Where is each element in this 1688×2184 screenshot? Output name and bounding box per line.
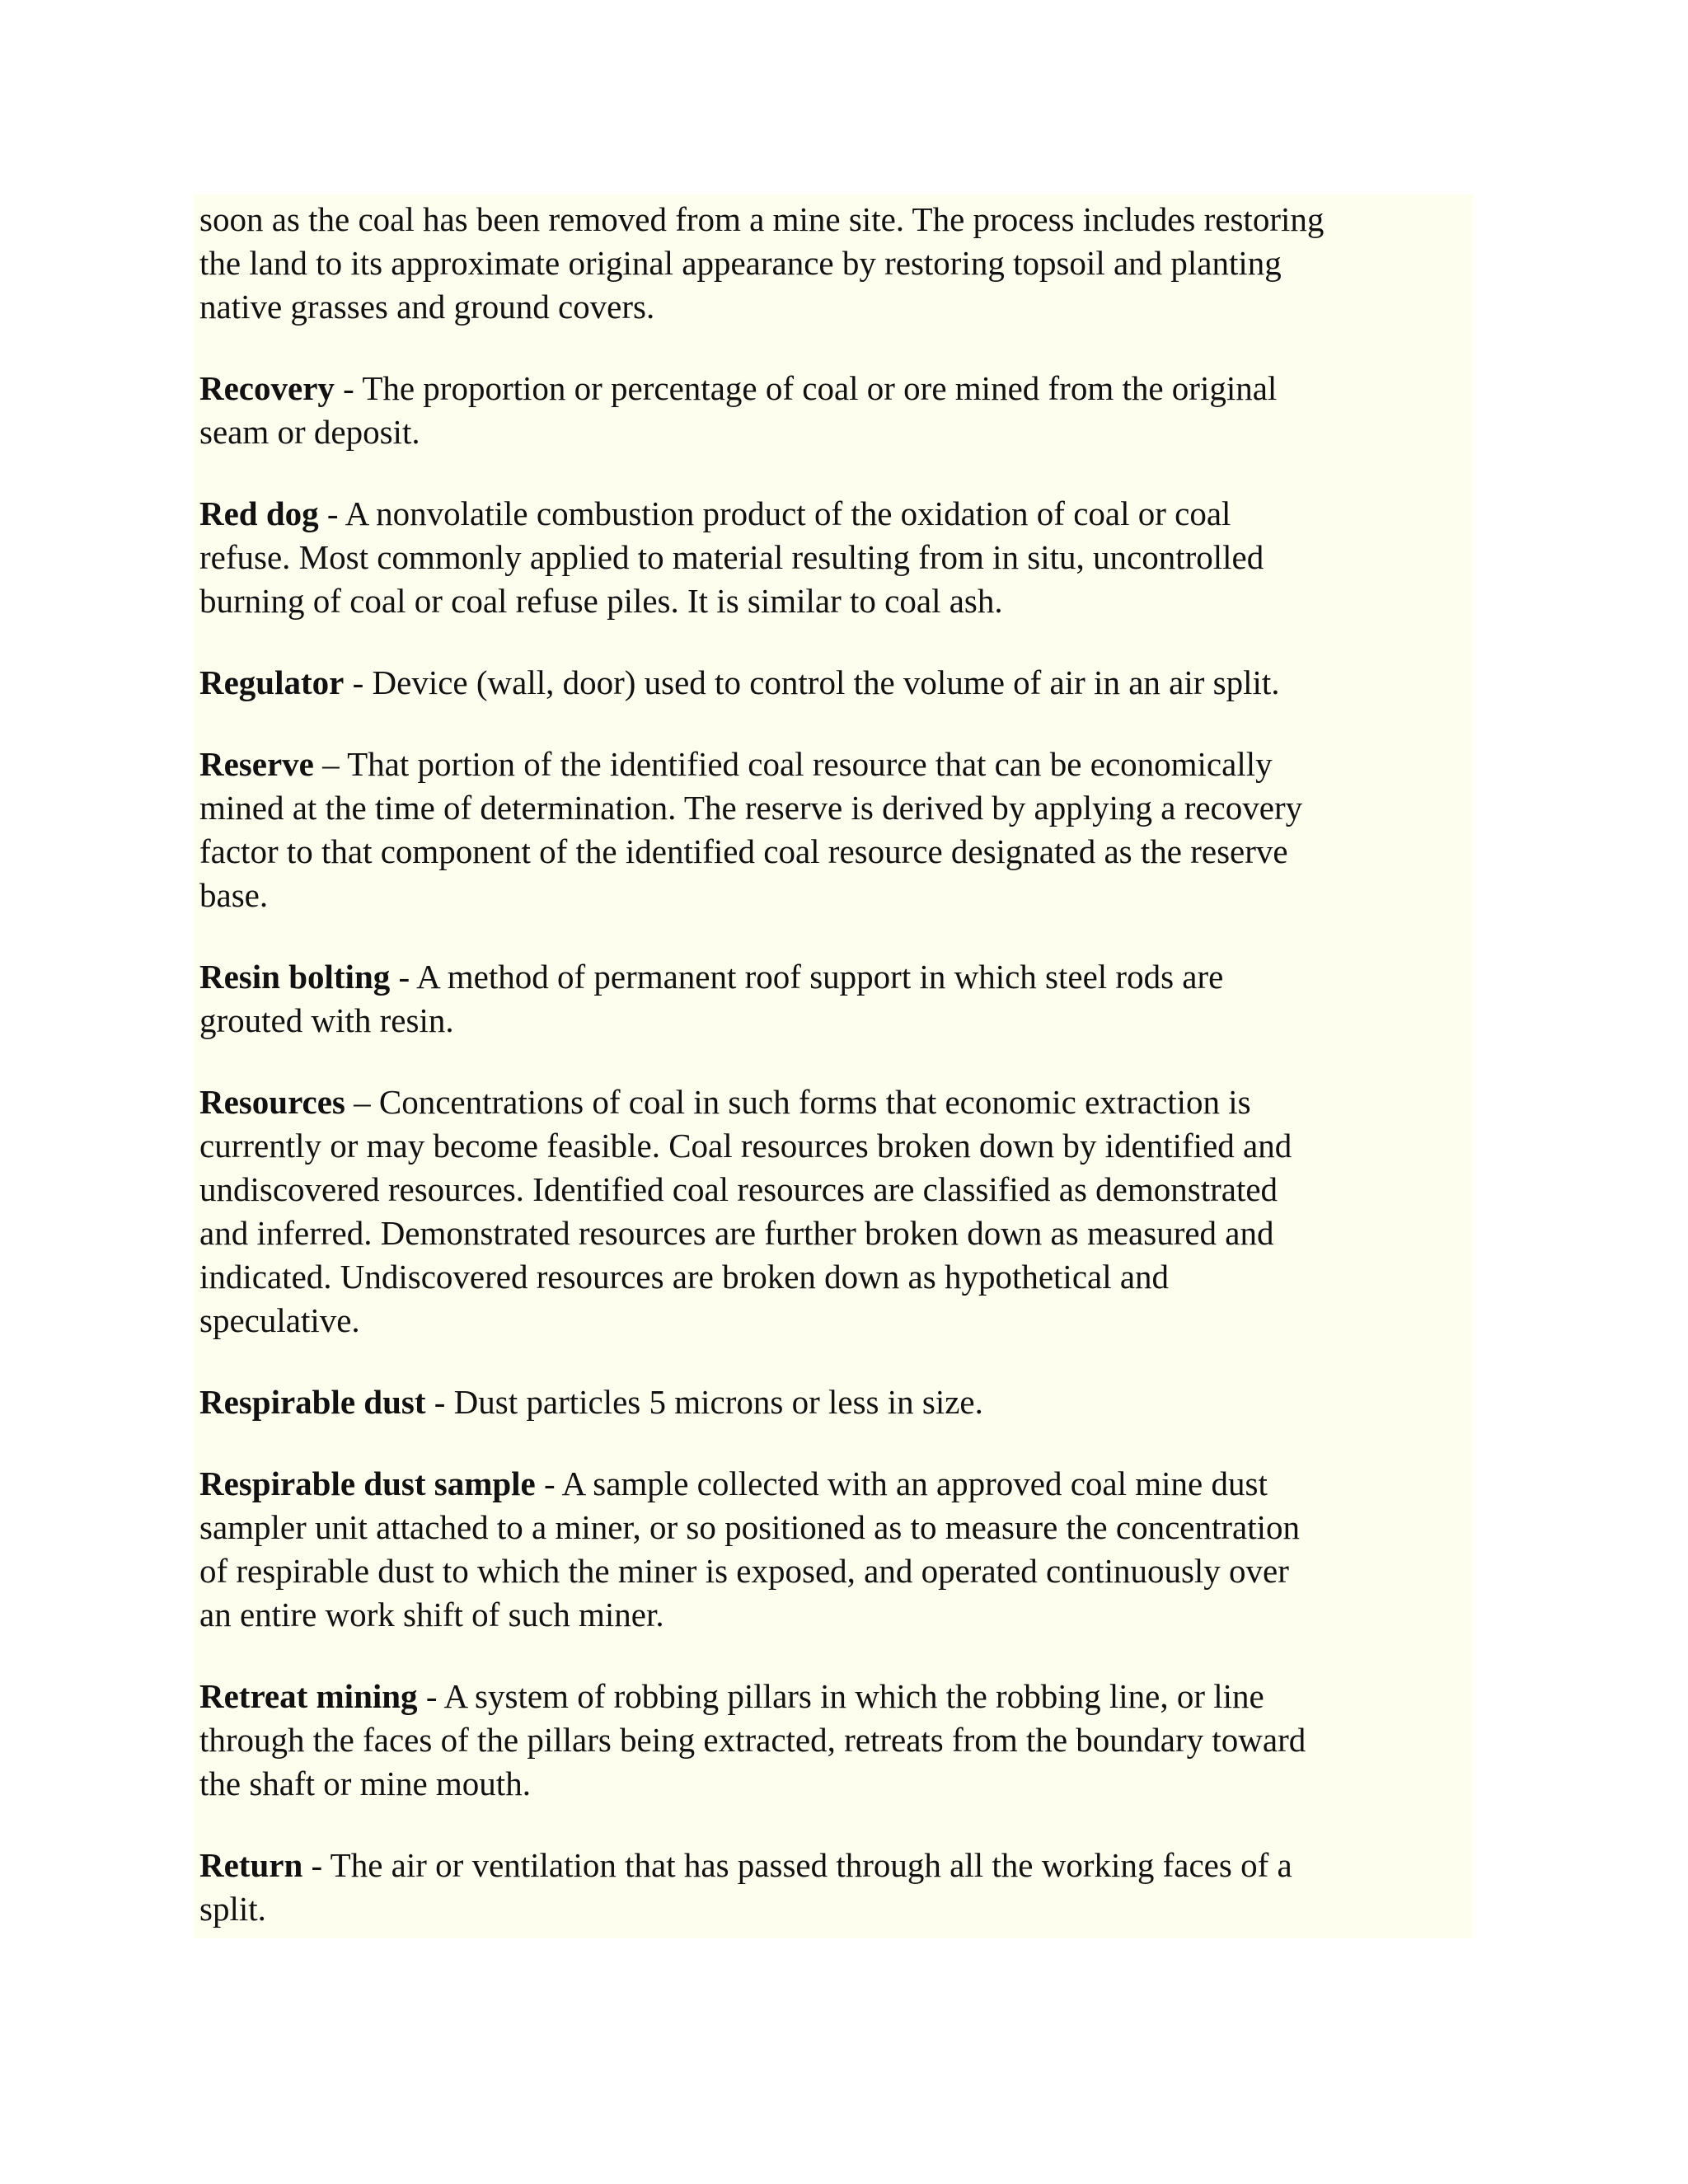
glossary-page (193, 194, 1474, 1938)
glossary-term: Respirable dust sample (199, 1465, 536, 1502)
definition-line: burning of coal or coal refuse piles. It is similar to coal ash. (199, 582, 1003, 620)
glossary-entry-reserve (199, 743, 1467, 917)
definition-line: - The proportion or percentage of coal or ore mined from the original (334, 369, 1278, 407)
definition-line: – Concentrations of coal in such forms that economic extraction is (345, 1083, 1251, 1121)
definition-line: - A method of permanent roof support in which steel rods are (390, 958, 1224, 996)
glossary-entry-return (199, 1844, 1467, 1931)
glossary-term: Red dog (199, 494, 319, 532)
definition-line: base. (199, 876, 269, 914)
glossary-entry-recovery (199, 367, 1467, 454)
glossary-entry-respirable-dust-sample (199, 1462, 1467, 1637)
definition-line: indicated. Undiscovered resources are broken down as hypothetical and (199, 1258, 1170, 1296)
glossary-term: Regulator (199, 663, 345, 701)
definition-line: split. (199, 1890, 266, 1928)
definition-line: - The air or ventilation that has passed through all the working faces of a (302, 1846, 1292, 1884)
definition-line: - A nonvolatile combustion product of the oxidation of coal or coal (318, 494, 1231, 532)
definition-line: undiscovered resources. Identified coal resources are classified as demonstrated (199, 1170, 1278, 1208)
definition-line: - Device (wall, door) used to control the volume of air in an air split. (344, 663, 1280, 701)
glossary-entry-regulator (199, 661, 1467, 705)
definition-line: speculative. (199, 1301, 360, 1339)
glossary-entry-red-dog (199, 492, 1467, 623)
definition-line: refuse. Most commonly applied to material resulting from in situ, uncontrolled (199, 538, 1264, 576)
intro-line: soon as the coal has been removed from a mine site. The process includes restoring (199, 200, 1325, 238)
definition-line: – That portion of the identified coal resource that can be economically (313, 745, 1273, 783)
definition-line: grouted with resin. (199, 1001, 454, 1039)
glossary-term: Resources (199, 1083, 345, 1121)
definition-line: an entire work shift of such miner. (199, 1596, 664, 1633)
definition-line: and inferred. Demonstrated resources are further broken down as measured and (199, 1214, 1274, 1252)
glossary-entry-respirable-dust (199, 1380, 1467, 1424)
intro-paragraph (199, 198, 1467, 329)
glossary-term: Respirable dust (199, 1383, 426, 1421)
definition-line: through the faces of the pillars being extracted, retreats from the boundary toward (199, 1721, 1306, 1759)
definition-line: - A system of robbing pillars in which the robbing line, or line (417, 1677, 1264, 1715)
definition-line: factor to that component of the identified coal resource designated as the reserve (199, 832, 1288, 870)
intro-line: native grasses and ground covers. (199, 288, 655, 326)
definition-line: the shaft or mine mouth. (199, 1765, 531, 1802)
glossary-term: Recovery (199, 369, 335, 407)
glossary-term: Return (199, 1846, 303, 1884)
definition-line: currently or may become feasible. Coal resources broken down by identified and (199, 1127, 1292, 1165)
intro-line: the land to its approximate original appearance by restoring topsoil and planting (199, 244, 1282, 282)
glossary-term: Resin bolting (199, 958, 391, 996)
definition-line: - Dust particles 5 microns or less in size. (425, 1383, 983, 1421)
glossary-entry-retreat-mining (199, 1675, 1467, 1806)
glossary-term: Retreat mining (199, 1677, 418, 1715)
definition-line: seam or deposit. (199, 413, 420, 451)
glossary-entry-resources (199, 1080, 1467, 1343)
definition-line: sampler unit attached to a miner, or so positioned as to measure the concentration (199, 1508, 1301, 1546)
definition-line: of respirable dust to which the miner is exposed, and operated continuously over (199, 1552, 1289, 1590)
glossary-term: Reserve (199, 745, 314, 783)
definition-line: - A sample collected with an approved coal mine dust (535, 1465, 1268, 1502)
definition-line: mined at the time of determination. The reserve is derived by applying a recovery (199, 789, 1303, 827)
glossary-entry-resin-bolting (199, 955, 1467, 1043)
